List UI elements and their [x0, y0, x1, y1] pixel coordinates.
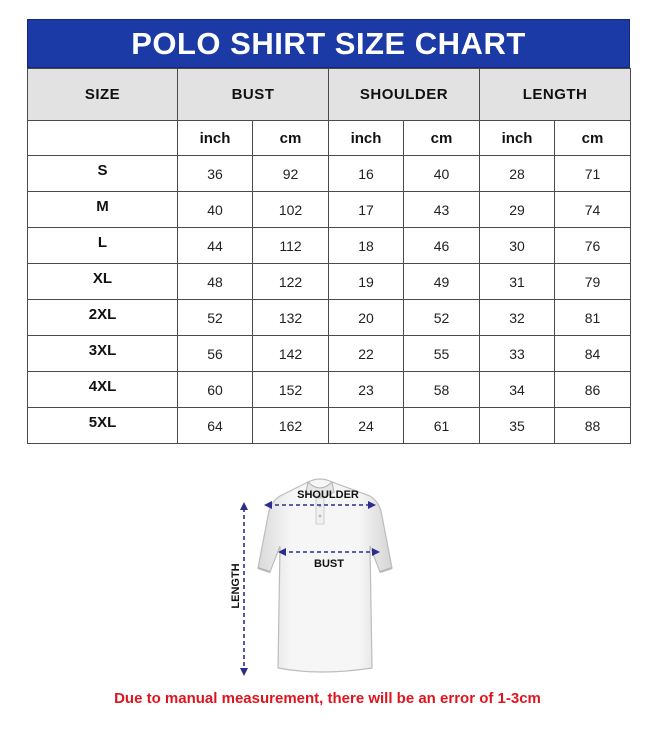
cell-bust-inch: 48 — [178, 264, 253, 300]
cell-bust-cm: 122 — [253, 264, 329, 300]
cell-length-inch: 32 — [480, 300, 555, 336]
cell-size: M — [28, 192, 178, 228]
cell-length-inch: 28 — [480, 156, 555, 192]
cell-length-cm: 74 — [555, 192, 631, 228]
cell-length-inch: 31 — [480, 264, 555, 300]
table-row — [28, 300, 631, 336]
measurement-note: Due to manual measurement, there will be an error of 1-3cm — [114, 690, 541, 707]
cell-shoulder-cm: 61 — [404, 408, 480, 444]
cell-length-cm: 76 — [555, 228, 631, 264]
header-size: SIZE — [28, 69, 178, 121]
units-blank — [28, 121, 178, 156]
header-bust: BUST — [178, 69, 329, 121]
cell-size: L — [28, 228, 178, 264]
cell-bust-inch: 56 — [178, 336, 253, 372]
cell-bust-cm: 162 — [253, 408, 329, 444]
header-length: LENGTH — [480, 69, 631, 121]
cell-shoulder-cm: 55 — [404, 336, 480, 372]
table-row — [28, 336, 631, 372]
unit-shoulder-cm: cm — [404, 121, 480, 156]
cell-shoulder-cm: 43 — [404, 192, 480, 228]
cell-shoulder-cm: 46 — [404, 228, 480, 264]
unit-shoulder-inch: inch — [329, 121, 404, 156]
cell-shoulder-cm: 58 — [404, 372, 480, 408]
cell-shoulder-inch: 23 — [329, 372, 404, 408]
cell-bust-cm: 142 — [253, 336, 329, 372]
cell-bust-inch: 60 — [178, 372, 253, 408]
cell-bust-cm: 132 — [253, 300, 329, 336]
size-rows — [28, 156, 631, 444]
unit-length-cm: cm — [555, 121, 631, 156]
cell-size: 2XL — [28, 300, 178, 336]
cell-bust-cm: 112 — [253, 228, 329, 264]
header-row — [28, 69, 631, 121]
bust-label: BUST — [314, 558, 344, 570]
table-row — [28, 408, 631, 444]
cell-bust-cm: 152 — [253, 372, 329, 408]
cell-bust-inch: 40 — [178, 192, 253, 228]
cell-shoulder-inch: 17 — [329, 192, 404, 228]
cell-shoulder-cm: 49 — [404, 264, 480, 300]
cell-shoulder-inch: 24 — [329, 408, 404, 444]
cell-shoulder-cm: 40 — [404, 156, 480, 192]
cell-length-cm: 81 — [555, 300, 631, 336]
table-row — [28, 372, 631, 408]
cell-length-inch: 29 — [480, 192, 555, 228]
cell-size: S — [28, 156, 178, 192]
table-row — [28, 156, 631, 192]
shoulder-label: SHOULDER — [297, 489, 359, 501]
cell-shoulder-inch: 18 — [329, 228, 404, 264]
cell-length-inch: 35 — [480, 408, 555, 444]
cell-length-cm: 84 — [555, 336, 631, 372]
cell-size: 5XL — [28, 408, 178, 444]
table-row — [28, 228, 631, 264]
unit-length-inch: inch — [480, 121, 555, 156]
cell-bust-inch: 36 — [178, 156, 253, 192]
unit-bust-cm: cm — [253, 121, 329, 156]
cell-length-inch: 30 — [480, 228, 555, 264]
cell-length-cm: 86 — [555, 372, 631, 408]
measurement-diagram — [220, 472, 420, 682]
cell-shoulder-cm: 52 — [404, 300, 480, 336]
size-chart — [27, 19, 630, 444]
cell-length-inch: 34 — [480, 372, 555, 408]
size-table — [27, 68, 631, 444]
cell-bust-inch: 64 — [178, 408, 253, 444]
cell-shoulder-inch: 22 — [329, 336, 404, 372]
cell-shoulder-inch: 16 — [329, 156, 404, 192]
cell-length-cm: 88 — [555, 408, 631, 444]
chart-title: POLO SHIRT SIZE CHART — [27, 19, 630, 68]
cell-size: 3XL — [28, 336, 178, 372]
cell-size: 4XL — [28, 372, 178, 408]
cell-length-inch: 33 — [480, 336, 555, 372]
header-shoulder: SHOULDER — [329, 69, 480, 121]
cell-shoulder-inch: 20 — [329, 300, 404, 336]
cell-length-cm: 71 — [555, 156, 631, 192]
cell-length-cm: 79 — [555, 264, 631, 300]
table-row — [28, 192, 631, 228]
table-row — [28, 264, 631, 300]
unit-bust-inch: inch — [178, 121, 253, 156]
cell-bust-cm: 92 — [253, 156, 329, 192]
cell-size: XL — [28, 264, 178, 300]
units-row — [28, 121, 631, 156]
cell-bust-inch: 44 — [178, 228, 253, 264]
cell-bust-cm: 102 — [253, 192, 329, 228]
length-label: LENGTH — [230, 563, 242, 609]
polo-shirt-icon — [220, 472, 420, 682]
cell-shoulder-inch: 19 — [329, 264, 404, 300]
cell-bust-inch: 52 — [178, 300, 253, 336]
